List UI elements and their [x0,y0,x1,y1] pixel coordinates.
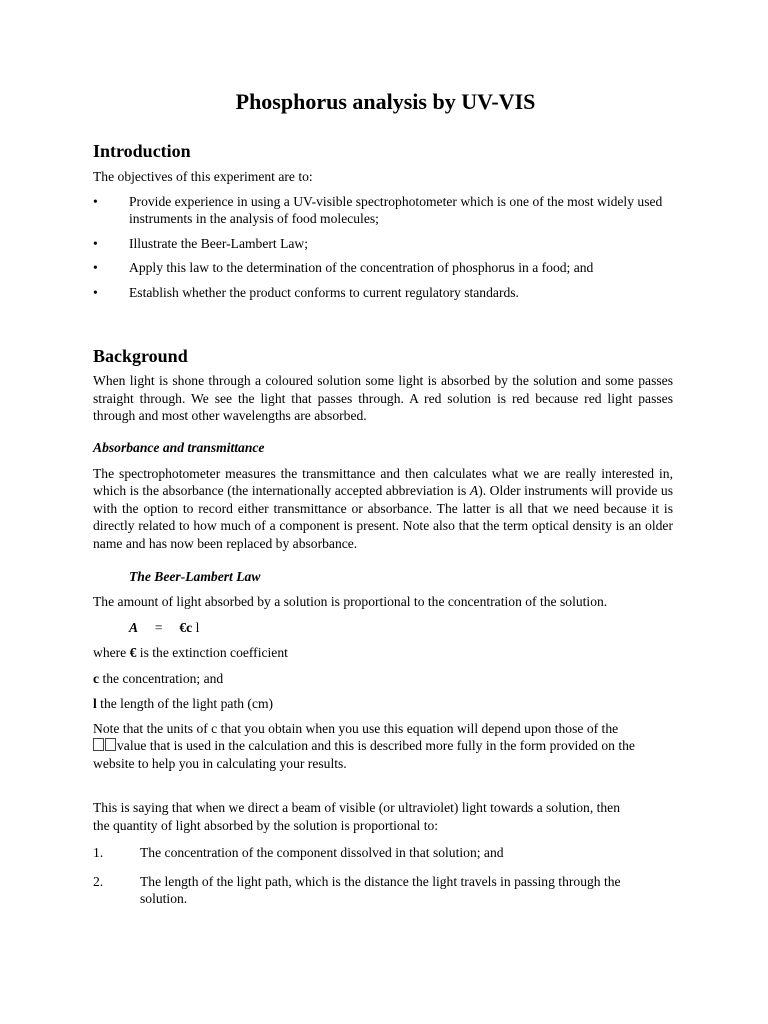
objective-item [93,284,673,302]
absorbance-symbol: A [469,483,479,498]
bullet-icon: • [93,235,98,251]
introduction-lead: The objectives of this experiment are to: [93,169,313,184]
extinction-symbol: € [129,645,137,660]
document-page [93,88,673,908]
objective-text: Establish whether the product conforms to current regulatory standards. [129,284,519,300]
missing-glyph-icon [93,738,104,751]
proportional-paragraph: This is saying that when we direct a beam of visible (or ultraviolet) light towards a solution, then the quantity of light absorbed by the solution is proportional to: [93,800,621,833]
equation-lhs: A [129,619,139,635]
objectives-list [93,193,673,302]
objective-item [93,193,666,228]
background-heading: Background [93,346,188,366]
units-note: Note that the units of c that you obtain when you use this equation will depend upon those of the value that is used in the calculation and this is described more fully in the form provided on the website to help you in calculating your results. [93,720,635,771]
objective-item [93,235,673,253]
beer-lambert-heading: The Beer-Lambert Law [129,569,261,584]
proportional-item: 1. The concentration of the component dissolved in that solution; and [93,845,504,860]
bullet-icon: • [93,284,98,300]
where-line: where € is the extinction coefficient [93,645,288,660]
equation-equals: = [154,619,163,635]
missing-glyph-icon [105,738,116,751]
background-paragraph: When light is shone through a coloured solution some light is absorbed by the solution and some passes straight through. We see the light that passes through. A red solution is red because red light passes through and most other wavelengths are absorbed. [93,373,673,423]
bullet-icon: • [93,193,98,209]
beer-lambert-statement: The amount of light absorbed by a solution is proportional to the concentration of the solution. [93,594,608,609]
objective-text: Apply this law to the determination of the concentration of phosphorus in a food; and [129,260,594,275]
proportional-item: 2. The length of the light path, which is the distance the light travels in passing through the solution. [93,873,621,906]
objective-text: Provide experience in using a UV-visible spectrophotometer which is one of the most widely used instruments in the analysis of food molecules; [129,193,663,226]
document-title: Phosphorus analysis by UV-VIS [235,89,536,114]
introduction-heading: Introduction [93,141,191,161]
objective-item [93,259,673,277]
absorbance-heading: Absorbance and transmittance [93,439,265,455]
equation-path: l [192,619,200,635]
objective-text: Illustrate the Beer-Lambert Law; [129,235,309,251]
l-definition: l the length of the light path (cm) [93,696,274,711]
beer-lambert-equation [93,619,673,637]
equation-coefficient: €c [179,619,193,635]
proportional-list [93,844,673,908]
bullet-icon: • [93,260,98,275]
absorbance-paragraph: The spectrophotometer measures the transmittance and then calculates what we are really interested in, which is the absorbance (the internationally accepted abbreviation is A). Older instruments will provide us with the option to record either transmittance or absorbance. The latter is all that we need because it is directly related to how much of a component is present. Note also that the term optical density is an older name and has now been replaced by absorbance. [93,465,673,551]
c-definition: c the concentration; and [93,670,224,686]
